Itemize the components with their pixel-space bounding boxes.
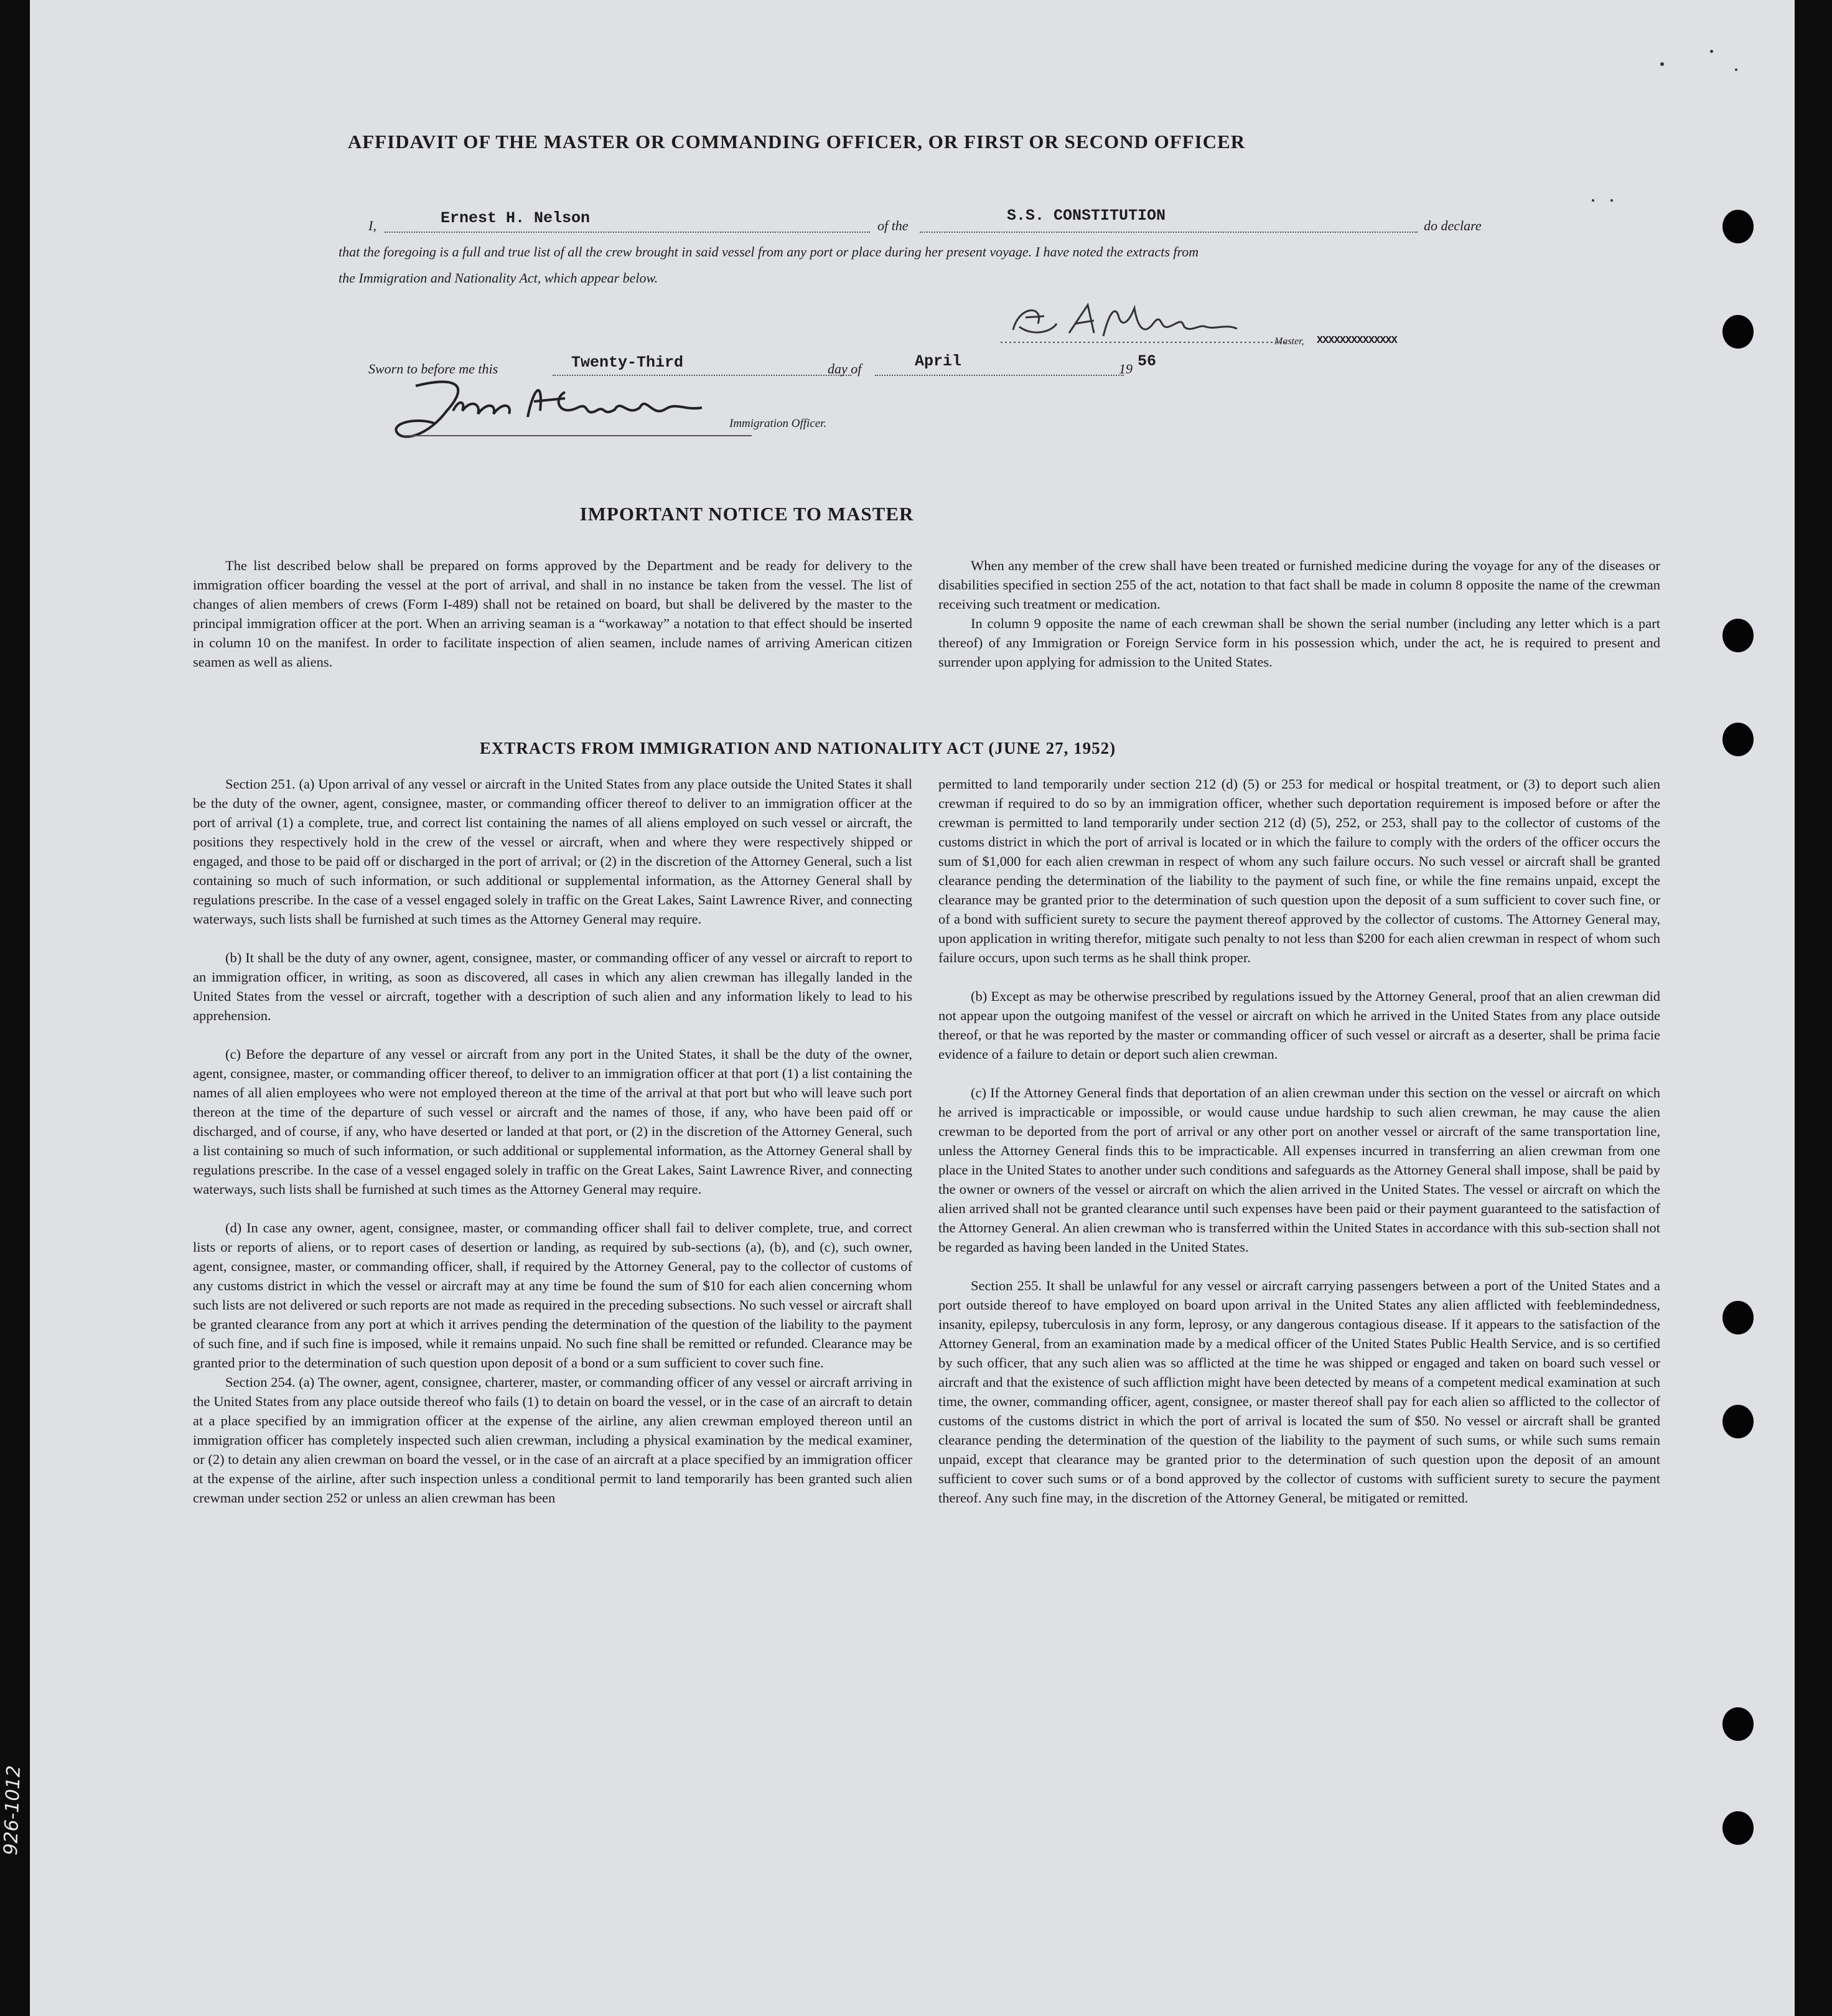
affidavit-heading: AFFIDAVIT OF THE MASTER OR COMMANDING OFFICER, OR FIRST OR SECOND OFFICER [347, 131, 1246, 152]
do-declare-label: do declare [1424, 218, 1482, 233]
punch-hole [1722, 315, 1754, 349]
section-255: Section 255. It shall be unlawful for any vessel or aircraft carrying passengers between a port of the United States and a port outside thereof to have employed on board upon arrival in the United States any alien afflicted with feeblemindedness, insanity, epilepsy, tuberculosis in any form, leprosy, or any dangerous contagious disease. If it appears to the satisfaction of the Attorney General, from an examination made by a medical officer of the United States Public Health Service, and is so certified by such officer, that any such alien was so afflicted at the time he was shipped or engaged and taken on board such vessel or aircraft and that the existence of such affliction might have been detected by means of a competent medical examination at such time, the owner, commanding officer, agent, consignee, or master thereof shall pay for each alien so afflicted to the collector of customs of the customs district in which the port of arrival is located the sum of $50. No vessel or aircraft shall be granted clearance pending the determination of the question of the liability to the payment of such sums, or while such sums remain unpaid, except that clearance may be granted prior to the determination of such question upon the deposit of an amount sufficient to cover such sums or of a bond approved by the collector of customs with sufficient surety to secure the payment thereof. Any such fine may, in the discretion of the Attorney General, be mitigated or remitted. [938, 1278, 1660, 1506]
immigration-officer-label: Immigration Officer. [729, 417, 827, 430]
day-of-label: day of [828, 361, 862, 377]
section-251-b: (b) It shall be the duty of any owner, agent, consignee, master, or commanding officer of any vessel or aircraft to report to an immigration officer, in writing, as soon as discovered, all cases in which any alien crewman has illegally landed in the United States from the vessel or aircraft, together with a description of such alien and any information likely to lead to his apprehension. [193, 950, 912, 1023]
punch-hole [1722, 1405, 1754, 1438]
punch-hole [1722, 1811, 1754, 1845]
document-page [30, 0, 1795, 2016]
extracts-heading: EXTRACTS FROM IMMIGRATION AND NATIONALITY ACT (JUNE 27, 1952) [479, 739, 1116, 757]
notice-right-text-1: When any member of the crew shall have been treated or furnished medicine during the voyage for any of the diseases or disabilities specified in section 255 of the act, notation to that fact shall be made in column 8 opposite the name of the crewman receiving such treatment or medication. [938, 558, 1660, 612]
master-name: Ernest H. Nelson [441, 209, 591, 227]
section-254-c: (c) If the Attorney General finds that deportation of an alien crewman under this section on the vessel or aircraft on which he arrived is impracticable or impossible, or would cause undue hardship to such alien crewman, he may cause the alien crewman to be deported from the port of arrival or any other port on another vessel or aircraft of the same transportation line, unless the Attorney General finds this to be impracticable. All expenses incurred in transferring an alien crewman from one place in the United States to another under such conditions and safeguards as the Attorney General shall impose, shall be paid by the owner or owners of the vessel or aircraft on which the alien arrived in the United States. The vessel or aircraft on which the alien arrived shall not be granted clearance until such expenses have been paid or their payment guaranteed to the satisfaction of the Attorney General. An alien crewman who is transferred within the United States in accordance with this sub-section shall not be regarded as having been landed in the United States. [938, 1085, 1660, 1255]
notice-right-text-2: In column 9 opposite the name of each crewman shall be shown the serial number (including any letter which is a part thereof) of any Immigration or Foreign Service form in his possession which, under the act, he is required to present and surrender upon applying for admission to the United States. [938, 616, 1660, 670]
signature-master [1001, 299, 1287, 349]
extracts-right-column [938, 774, 1660, 1507]
punch-hole [1722, 210, 1754, 243]
punch-hole [1722, 1707, 1754, 1741]
section-254-a: Section 254. (a) The owner, agent, consignee, charterer, master, or commanding officer of any vessel or aircraft arriving in the United States from any place outside thereof who fails (1) to detain on board the vessel, or in the case of an aircraft to detain at a place specified by an immigration officer at the expense of the airline, any alien crewman employed thereon until an immigration officer has completely inspected such alien crewman, including a physical examination by the medical examiner, or (2) to detain any alien crewman on board the vessel, or in the case of an aircraft at a place specified by an immigration officer at the expense of the airline, after such inspection unless a conditional permit to land temporarily has been granted such alien crewman under section 252 or unless an alien crewman has been [193, 1374, 912, 1506]
of-the-label: of the [877, 218, 909, 233]
section-251-a: Section 251. (a) Upon arrival of any vessel or aircraft in the United States from any place outside the United States it shall be the duty of the owner, agent, consignee, master, or commanding officer thereof to deliver to an immigration officer at the port of arrival (1) a complete, true, and correct list containing the names of all aliens employed on such vessel or aircraft, the positions they respectively hold in the crew of the vessel or aircraft, when and where they were respectively shipped or engaged, and those to be paid off or discharged in the port of arrival; or (2) in the discretion of the Attorney General, such a list containing so much of such information, or such additional or supplemental information, as the Attorney General shall by regulations prescribe. In the case of a vessel engaged solely in traffic on the Great Lakes, Saint Lawrence River, and connecting waterways, such lists shall be furnished at such times as the Attorney General may require. [193, 776, 912, 927]
punch-hole [1722, 723, 1754, 756]
declaration-line-2: that the foregoing is a full and true list of all the crew brought in said vessel from any port or place during her present voyage. I have noted the extracts from [339, 244, 1199, 260]
punch-hole [1722, 1301, 1754, 1334]
punch-hole [1722, 619, 1754, 652]
notice-heading: IMPORTANT NOTICE TO MASTER [579, 503, 914, 525]
year-prefix: 19 [1119, 361, 1133, 377]
section-254-b: (b) Except as may be otherwise prescribed by regulations issued by the Attorney General, proof that an alien crewman did not appear upon the outgoing manifest of the vessel or aircraft on which he arrived in the United States from any place outside thereof, or that he was reported by the master or commanding officer of such vessel or aircraft as a deserter, shall be prima facie evidence of a failure to detain or deport such alien crewman. [938, 988, 1660, 1062]
master-struck-title: XXXXXXXXXXXXXX [1317, 335, 1397, 347]
sworn-day: Twenty-Third [571, 354, 684, 372]
section-254-a-cont: permitted to land temporarily under section 212 (d) (5) or 253 for medical or hospital treatment, or (3) to deport such alien crewman if required to do so by an immigration officer, whether such deportation requirement is imposed before or after the crewman is permitted to land temporarily under section 212 (d) (5), 252, or 253, shall pay to the collector of customs of the customs district in which the port of arrival is located or in which the failure to comply with the orders of the officer occurs the sum of $1,000 for each alien crewman in respect of whom any such failure occurs. No such vessel or aircraft shall be granted clearance pending the determination of the liability to the payment of such fine, or while the fine remains unpaid, except the clearance may be granted prior to the determination of such question upon the deposit of a sum sufficient to cover such fine, or of a bond with sufficient surety to secure the payment thereof approved by the collector of customs. The Attorney General may, upon application in writing therefor, mitigate such penalty to not less than $200 for each alien crewman in respect of whom such failure occurs, upon such terms as he shall think proper. [938, 776, 1660, 965]
declaration-line-3: the Immigration and Nationality Act, which appear below. [339, 270, 658, 286]
sworn-year: 56 [1138, 352, 1157, 370]
notice-left-text: The list described below shall be prepared on forms approved by the Department and be ready for delivery to the immigration officer boarding the vessel at the port of arrival, and shall in no instance be taken from the vessel. The list of changes of alien members of crews (Form I-489) shall not be retained on board, but shall be delivered by the master to the principal immigration officer at the port. When an arriving seaman is a “workaway” a notation to that effect should be inserted in column 10 on the manifest. In order to facilitate inspection of alien seamen, include names of arriving American citizen seamen as well as aliens. [193, 558, 912, 670]
margin-handwritten-note: 926-1012 [0, 1765, 26, 1856]
sworn-label: Sworn to before me this [368, 361, 498, 377]
section-251-d: (d) In case any owner, agent, consignee, master, or commanding officer shall fail to deliver complete, true, and correct lists or reports of aliens, or to report cases of desertion or landing, as required by sub-sections (a), (b), and (c), such owner, agent, consignee, master, or commanding officer, shall, if required by the Attorney General, pay to the collector of customs of any customs district in which the vessel or aircraft may at any time be found the sum of $10 for each alien concerning whom such lists are not delivered or such reports are not made as required in the preceding subsections. No such vessel or aircraft shall be granted clearance from any port at which it arrives pending the determination of the question of the liability to the payment of such fine, and if such fine is imposed, while it remains unpaid. No such fine shall be remitted or refunded. Clearance may be granted prior to the determination of such question upon deposit of a bond or a sum sufficient to cover such fine. [193, 1220, 912, 1371]
notice-right [938, 556, 1660, 672]
master-label: Master, [1274, 336, 1304, 347]
sworn-month: April [915, 352, 962, 370]
extracts-left-column [193, 774, 912, 1507]
notice-left [193, 556, 912, 672]
vessel-name: S.S. CONSTITUTION [1007, 207, 1166, 225]
section-251-c: (c) Before the departure of any vessel or aircraft from any port in the United States, it shall be the duty of the owner, agent, consignee, master, or commanding officer thereof, to deliver to an immigration officer at that port (1) a list containing the names of all alien employees who were not employed thereon at the time of the arrival at that port but who will leave such port thereon at the time of the departure of such vessel or aircraft and the names of those, if any, who have been paid off or discharged, and of course, if any, who have deserted or landed at that port, or (2) in the discretion of the Attorney General, such a list containing so much of such information, or such additional or supplemental information, as the Attorney General shall by regulations prescribe. In the case of a vessel engaged solely in traffic on the Great Lakes, Saint Lawrence River, and connecting waterways, such lists shall be furnished at such times as the Attorney General may require. [193, 1046, 912, 1197]
signature-officer [378, 373, 764, 448]
i-label: I, [368, 218, 376, 233]
